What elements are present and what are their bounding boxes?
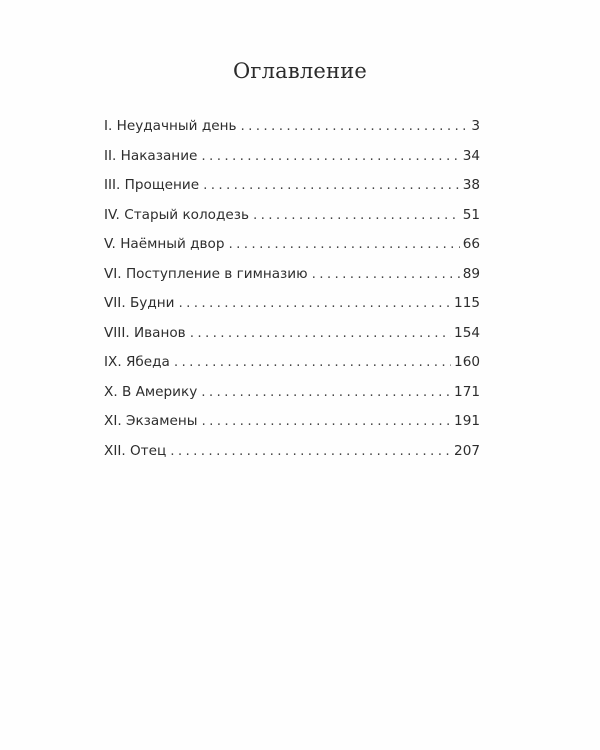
toc-entry [104,413,480,443]
toc-entry-page: 34 [462,147,480,164]
toc-entry-title: III. Прощение [104,177,200,193]
toc-entry [104,148,480,178]
toc-entry [104,177,480,207]
toc-entry-title: IX. Ябеда [104,354,170,370]
toc-entry-title: VI. Поступление в гимназию [104,265,308,282]
toc-entry-title: XI. Экзамены [104,413,198,429]
toc-entry-page: 191 [454,413,480,429]
toc-entry-title: I. Неудачный день [104,118,237,134]
toc-entry-page: 89 [462,265,480,282]
page-title: Оглавление [232,59,368,83]
toc-entry-page: 3 [471,118,480,134]
dot-leader [201,384,451,400]
dot-leader [170,443,451,459]
toc-entry-page: 66 [462,236,480,252]
toc-entry [104,443,480,473]
toc-entry [104,118,480,148]
toc-entry [104,325,480,355]
toc-entry-page: 154 [454,324,480,341]
dot-leader [201,413,451,429]
dot-leader [178,295,451,311]
toc-entry-page: 51 [462,206,480,223]
dot-leader [203,177,460,193]
toc-entry [104,207,480,237]
toc-entry [104,295,480,325]
dot-leader [190,325,451,341]
dot-leader [174,354,451,370]
toc-entry-title: X. В Америку [104,383,198,400]
toc-entry-page: 160 [454,354,480,370]
toc-entry [104,384,480,414]
toc-entry-title: II. Наказание [104,147,198,164]
table-of-contents [104,118,480,472]
toc-entry [104,354,480,384]
dot-leader [253,207,460,223]
dot-leader [240,118,468,134]
dot-leader [201,148,459,164]
toc-entry-page: 115 [454,295,480,311]
dot-leader [229,236,460,252]
toc-entry-title: IV. Старый колодезь [104,206,249,223]
toc-entry-title: V. Наёмный двор [104,236,225,252]
toc-entry-title: VIII. Иванов [104,324,186,341]
toc-entry-page: 38 [462,177,480,193]
toc-entry-page: 171 [454,383,480,400]
toc-entry-title: VII. Будни [104,295,175,311]
toc-entry [104,236,480,266]
toc-entry [104,266,480,296]
toc-entry-page: 207 [454,442,480,459]
toc-entry-title: XII. Отец [104,442,167,459]
dot-leader [312,266,460,282]
